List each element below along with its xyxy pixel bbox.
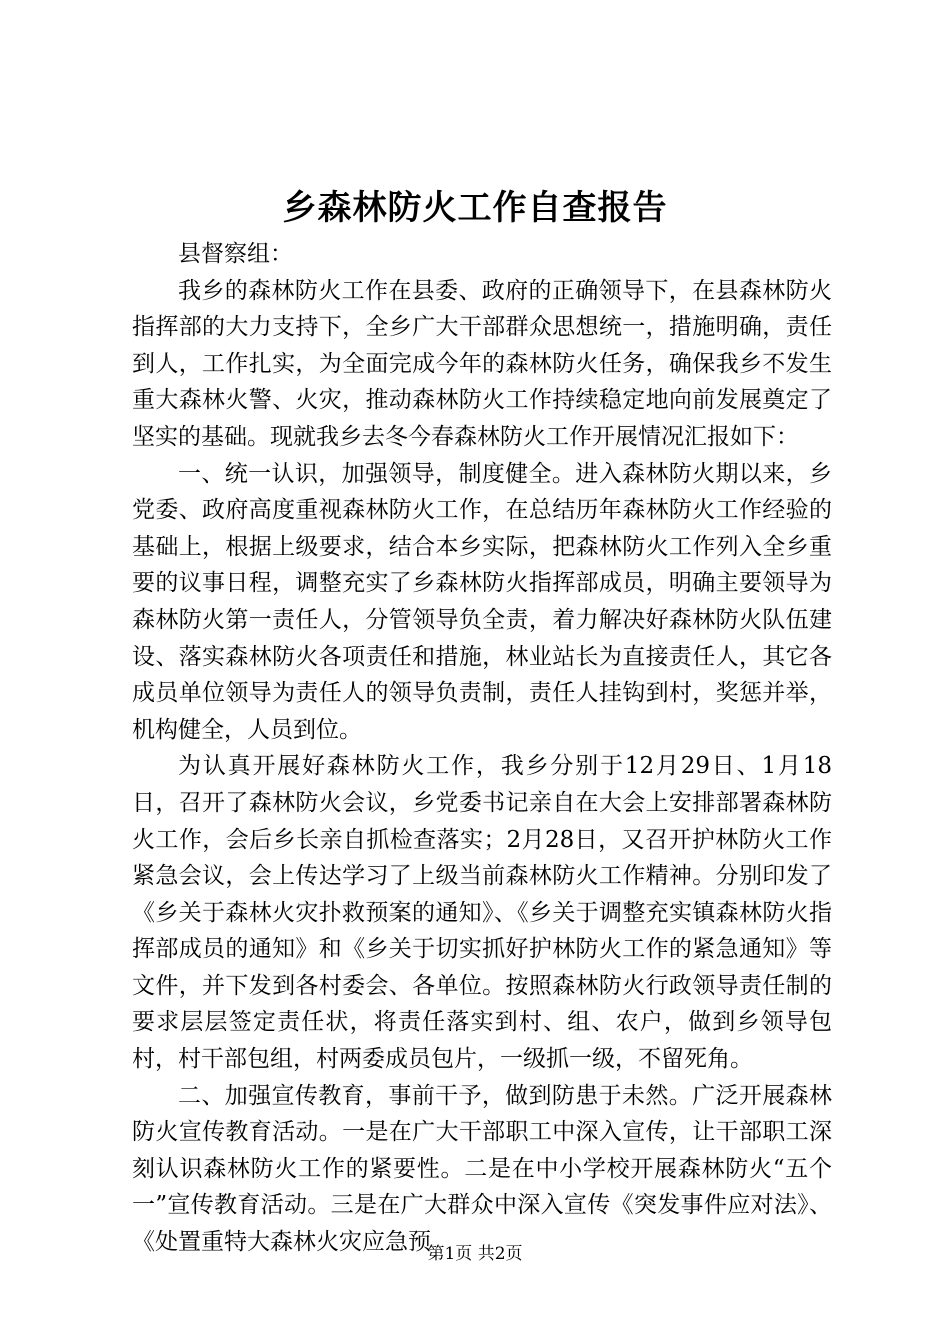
page-footer: 第1页 共2页 bbox=[427, 1244, 523, 1264]
salutation: 县督察组： bbox=[178, 241, 293, 267]
paragraph-section-2: 二、加强宣传教育，事前干予，做到防患于未然。广泛开展森林防火宣传教育活动。一是在广大干部职工中深入宣传，让干部职工深刻认识森林防火工作的紧要性。二是在中小学校开展森林防火“五个一”宣传教育活动。三是在广大群众中深入宣传《突发事件应对法》、《处置重特大森林火灾应急预 bbox=[132, 1082, 832, 1256]
document-body bbox=[132, 236, 832, 1261]
document-title: 乡森林防火工作自查报告 bbox=[282, 188, 668, 228]
paragraph-meetings: 为认真开展好森林防火工作，我乡分别于12月29日、1月18日，召开了森林防火会议，乡党委书记亲自在大会上安排部署森林防火工作，会后乡长亲自抓检查落实；2月28日，又召开护林防火工作紧急会议，会上传达学习了上级当前森林防火工作精神。分别印发了《乡关于森林火灾扑救预案的通知》、《乡关于调整充实镇森林防火指挥部成员的通知》和《乡关于切实抓好护林防火工作的紧急通知》等文件，并下发到各村委会、各单位。按照森林防火行政领导责任制的要求层层签定责任状，将责任落实到村、组、农户，做到乡领导包村，村干部包组，村两委成员包片，一级抓一级，不留死角。 bbox=[132, 753, 832, 1073]
paragraph-section-1: 一、统一认识，加强领导，制度健全。进入森林防火期以来，乡党委、政府高度重视森林防火工作，在总结历年森林防火工作经验的基础上，根据上级要求，结合本乡实际，把森林防火工作列入全乡重要的议事日程，调整充实了乡森林防火指挥部成员，明确主要领导为森林防火第一责任人，分管领导负全责，着力解决好森林防火队伍建设、落实森林防火各项责任和措施，林业站长为直接责任人，其它各成员单位领导为责任人的领导负责制，责任人挂钩到村，奖惩并举，机构健全，人员到位。 bbox=[132, 460, 832, 743]
paragraph-intro: 我乡的森林防火工作在县委、政府的正确领导下，在县森林防火指挥部的大力支持下，全乡广大干部群众思想统一，措施明确，责任到人，工作扎实，为全面完成今年的森林防火任务，确保我乡不发生重大森林火警、火灾，推动森林防火工作持续稳定地向前发展奠定了坚实的基础。现就我乡去冬今春森林防火工作开展情况汇报如下： bbox=[132, 277, 832, 450]
